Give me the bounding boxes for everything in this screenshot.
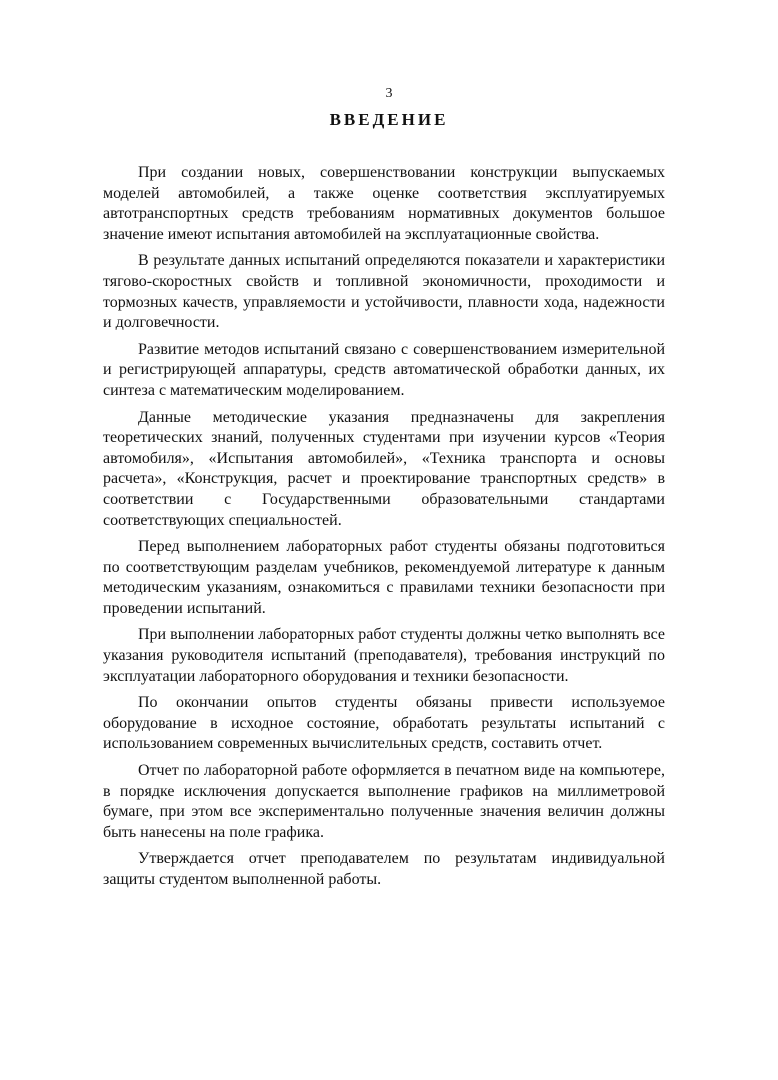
page-number: 3 bbox=[385, 86, 393, 101]
body-text bbox=[103, 163, 665, 897]
paragraph: Перед выполнением лабораторных работ студенты обязаны подготовиться по соответствующим разделам учебников, рекомендуемой литературе к данным методическим указаниям, ознакомиться с правилами техники безопасности при проведении испытаний. bbox=[103, 538, 665, 617]
paragraph: При создании новых, совершенствовании конструкции выпускаемых моделей автомобилей, а также оценке соответствия эксплуатируемых автотранспортных средств требованиям нормативных документов большое значение имеют испытания автомобилей на эксплуатационные свойства. bbox=[103, 164, 665, 243]
section-title: ВВЕДЕНИЕ bbox=[329, 110, 449, 129]
paragraph: По окончании опытов студенты обязаны привести используемое оборудование в исходное состояние, обработать результаты испытаний с использованием современных вычислительных средств, составить отчет. bbox=[103, 694, 665, 753]
paragraph: В результате данных испытаний определяются показатели и характеристики тягово-скоростных свойств и топливной экономичности, проходимости и тормозных качеств, управляемости и устойчивости, плавности хода, надежности и долговечности. bbox=[103, 252, 665, 332]
paragraph: Отчет по лабораторной работе оформляется в печатном виде на компьютере, в порядке исключения допускается выполнение графиков на миллиметровой бумаге, при этом все экспериментально полученные значения величин должны быть нанесены на поле графика. bbox=[103, 762, 665, 841]
paragraph: Развитие методов испытаний связано с совершенствованием измерительной и регистрирующей аппаратуры, средств автоматической обработки данных, их синтеза с математическим моделированием. bbox=[103, 340, 665, 399]
paragraph: При выполнении лабораторных работ студенты должны четко выполнять все указания руководителя испытаний (преподавателя), требования инструкций по эксплуатации лабораторного оборудования и техники безопасности. bbox=[103, 626, 665, 685]
paragraph: Утверждается отчет преподавателем по результатам индивидуальной защиты студентом выполненной работы. bbox=[103, 850, 665, 888]
paragraph: Данные методические указания предназначены для закрепления теоретических знаний, полученных студентами при изучении курсов «Теория автомобиля», «Испытания автомобилей», «Техника транспорта и основы расчета», «Конструкция, расчет и проектирование транспортных средств» в соответствии с Государственными образовательными стандартами соответствующих специальностей. bbox=[103, 408, 665, 529]
